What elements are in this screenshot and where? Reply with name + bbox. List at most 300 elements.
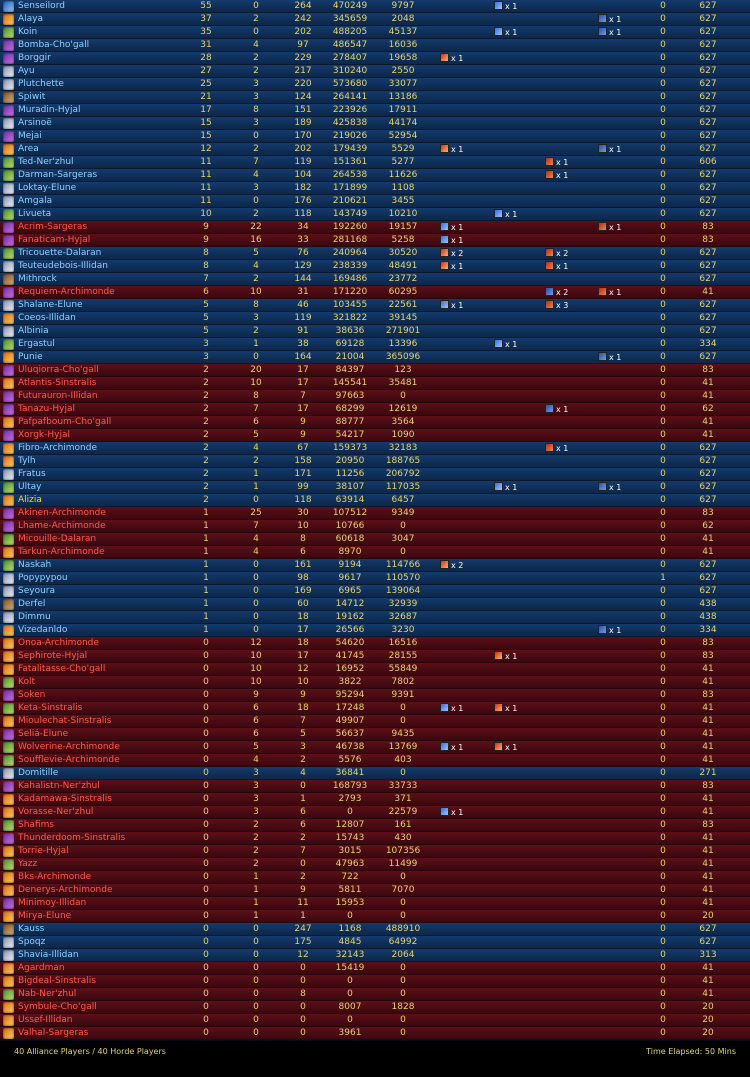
damage-done-value: 8970	[338, 547, 362, 557]
killing-blows-value: 0	[203, 924, 209, 934]
player-row[interactable]	[0, 611, 750, 624]
player-name: Bks-Archimonde	[18, 872, 92, 882]
player-row[interactable]	[0, 754, 750, 767]
warrior-class-icon	[3, 924, 14, 935]
honor-gained-value: 0	[660, 1015, 666, 1025]
damage-done-value: 3822	[338, 677, 362, 687]
deaths-value: 0	[253, 196, 259, 206]
honor-gained-value: 0	[660, 586, 666, 596]
killing-blows-value: 1	[203, 586, 209, 596]
honor-gained-value: 0	[660, 443, 666, 453]
druid-class-icon	[3, 14, 14, 25]
honorable-kills-value: 242	[294, 14, 312, 24]
player-name: Tricouette-Dalaran	[18, 248, 102, 258]
player-row[interactable]	[0, 351, 750, 364]
priest-class-icon	[3, 768, 14, 779]
player-name: Acrim-Sargeras	[18, 222, 88, 232]
druid-class-icon	[3, 794, 14, 805]
killing-blows-value: 2	[203, 495, 209, 505]
player-row[interactable]	[0, 936, 750, 949]
healing-done-value: 114766	[385, 560, 421, 570]
player-row[interactable]	[0, 689, 750, 702]
bonus-honor-value: 83	[702, 690, 714, 700]
deaths-value: 0	[253, 27, 259, 37]
bonus-honor-value: 41	[702, 287, 714, 297]
honor-gained-value: 0	[660, 794, 666, 804]
honor-gained-value: 0	[660, 677, 666, 687]
player-row[interactable]	[0, 39, 750, 52]
player-row[interactable]	[0, 949, 750, 962]
objective-stat	[494, 338, 517, 351]
player-name: Teuteudebois-Illidan	[18, 261, 108, 271]
bonus-honor-value: 627	[699, 53, 717, 63]
healing-done-value: 1090	[391, 430, 415, 440]
player-name: Atlantis-Sinstralis	[18, 378, 97, 388]
damage-done-value: 278407	[332, 53, 368, 63]
player-row[interactable]	[0, 156, 750, 169]
honor-gained-value: 0	[660, 118, 666, 128]
player-row[interactable]	[0, 1014, 750, 1027]
player-name: Mejai	[18, 131, 42, 141]
killing-blows-value: 0	[203, 820, 209, 830]
druid-class-icon	[3, 651, 14, 662]
honorable-kills-value: 38	[297, 339, 309, 349]
bonus-honor-value: 62	[702, 404, 714, 414]
player-row[interactable]	[0, 533, 750, 546]
objective-stat	[440, 221, 463, 234]
damage-done-value: 223926	[332, 105, 368, 115]
objective-stat	[494, 208, 517, 221]
player-row[interactable]	[0, 1001, 750, 1014]
horde-banner-icon	[545, 443, 554, 452]
damage-done-value: 36841	[335, 768, 365, 778]
healing-done-value: 403	[394, 755, 412, 765]
player-row[interactable]	[0, 507, 750, 520]
honorable-kills-value: 119	[294, 313, 312, 323]
honor-gained-value: 0	[660, 807, 666, 817]
deaths-value: 20	[250, 365, 262, 375]
player-row[interactable]	[0, 117, 750, 130]
honorable-kills-value: 97	[297, 40, 309, 50]
killing-blows-value: 0	[203, 1015, 209, 1025]
player-row[interactable]	[0, 429, 750, 442]
deaths-value: 1	[253, 885, 259, 895]
player-row[interactable]	[0, 273, 750, 286]
healing-done-value: 371	[394, 794, 412, 804]
player-row[interactable]	[0, 13, 750, 26]
player-row[interactable]	[0, 390, 750, 403]
player-name: Plutchette	[18, 79, 64, 89]
player-row[interactable]	[0, 988, 750, 1001]
player-name: Punie	[18, 352, 43, 362]
player-row[interactable]	[0, 780, 750, 793]
deaths-value: 0	[253, 352, 259, 362]
honorable-kills-value: 0	[300, 963, 306, 973]
player-row[interactable]	[0, 455, 750, 468]
killing-blows-value: 0	[203, 846, 209, 856]
horde-flag-icon	[494, 742, 503, 751]
bonus-honor-value: 41	[702, 742, 714, 752]
priest-class-icon	[3, 612, 14, 623]
honor-gained-value: 0	[660, 1002, 666, 1012]
honorable-kills-value: 60	[297, 599, 309, 609]
player-row[interactable]	[0, 91, 750, 104]
player-row[interactable]	[0, 923, 750, 936]
bonus-honor-value: 83	[702, 820, 714, 830]
objective-stat	[545, 169, 568, 182]
honor-gained-value: 0	[660, 469, 666, 479]
bonus-honor-value: 83	[702, 508, 714, 518]
damage-done-value: 5576	[338, 755, 362, 765]
honor-gained-value: 0	[660, 417, 666, 427]
druid-class-icon	[3, 456, 14, 467]
warlock-class-icon	[3, 391, 14, 402]
deaths-value: 0	[253, 1002, 259, 1012]
bonus-honor-value: 41	[702, 729, 714, 739]
player-row[interactable]	[0, 910, 750, 923]
damage-done-value: 2793	[338, 794, 362, 804]
player-row[interactable]	[0, 377, 750, 390]
honorable-kills-value: 217	[294, 66, 312, 76]
bonus-honor-value: 334	[699, 339, 717, 349]
warlock-class-icon	[3, 430, 14, 441]
druid-class-icon	[3, 846, 14, 857]
priest-class-icon	[3, 326, 14, 337]
player-row[interactable]	[0, 234, 750, 247]
killing-blows-value: 35	[200, 27, 212, 37]
player-row[interactable]	[0, 884, 750, 897]
honorable-kills-value: 17	[297, 378, 309, 388]
honorable-kills-value: 6	[300, 547, 306, 557]
damage-done-value: 321822	[332, 313, 368, 323]
damage-done-value: 264538	[332, 170, 368, 180]
player-row[interactable]	[0, 728, 750, 741]
objective-stat	[440, 702, 463, 715]
honorable-kills-value: 202	[294, 144, 312, 154]
objective-stat	[545, 247, 568, 260]
killing-blows-value: 17	[200, 105, 212, 115]
killing-blows-value: 3	[203, 339, 209, 349]
priest-class-icon	[3, 261, 14, 272]
player-row[interactable]	[0, 897, 750, 910]
honor-gained-value: 0	[660, 742, 666, 752]
honor-gained-value: 0	[660, 885, 666, 895]
player-row[interactable]	[0, 832, 750, 845]
player-row[interactable]	[0, 247, 750, 260]
player-row[interactable]	[0, 741, 750, 754]
honor-gained-value: 0	[660, 456, 666, 466]
bonus-honor-value: 83	[702, 235, 714, 245]
healing-done-value: 107356	[385, 846, 421, 856]
honorable-kills-value: 175	[294, 937, 312, 947]
priest-class-icon	[3, 300, 14, 311]
bonus-honor-value: 627	[699, 118, 717, 128]
player-row[interactable]	[0, 858, 750, 871]
player-row[interactable]	[0, 208, 750, 221]
bonus-honor-value: 627	[699, 183, 717, 193]
hunter-class-icon	[3, 989, 14, 1000]
killing-blows-value: 1	[203, 612, 209, 622]
damage-done-value: 12807	[335, 820, 365, 830]
deaths-value: 5	[253, 742, 259, 752]
player-row[interactable]	[0, 182, 750, 195]
player-row[interactable]	[0, 78, 750, 91]
player-row[interactable]	[0, 845, 750, 858]
player-name: Lhame-Archimonde	[18, 521, 106, 531]
player-name: Ayu	[18, 66, 35, 76]
damage-done-value: 47963	[335, 859, 365, 869]
player-name: Spiwit	[18, 92, 46, 102]
deaths-value: 1	[253, 339, 259, 349]
horde-flag-icon	[494, 703, 503, 712]
objective-stat	[598, 624, 621, 637]
honor-gained-value: 0	[660, 404, 666, 414]
damage-done-value: 8007	[338, 1002, 362, 1012]
deaths-value: 2	[253, 144, 259, 154]
honorable-kills-value: 76	[297, 248, 309, 258]
killing-blows-value: 2	[203, 365, 209, 375]
player-row[interactable]	[0, 559, 750, 572]
player-row[interactable]	[0, 819, 750, 832]
damage-done-value: 103455	[332, 300, 368, 310]
player-row[interactable]	[0, 520, 750, 533]
objective-count: x 1	[505, 704, 518, 713]
objective-stat	[494, 0, 517, 13]
player-row[interactable]	[0, 104, 750, 117]
healing-done-value: 365096	[385, 352, 421, 362]
player-row[interactable]	[0, 650, 750, 663]
player-row[interactable]	[0, 871, 750, 884]
bonus-honor-value: 627	[699, 131, 717, 141]
player-row[interactable]	[0, 260, 750, 273]
honorable-kills-value: 31	[297, 287, 309, 297]
player-row[interactable]	[0, 468, 750, 481]
player-name: Muradin-Hyjal	[18, 105, 81, 115]
warlock-class-icon	[3, 404, 14, 415]
druid-class-icon	[3, 1015, 14, 1026]
objective-count: x 1	[556, 171, 569, 180]
healing-done-value: 35481	[388, 378, 418, 388]
bonus-honor-value: 41	[702, 703, 714, 713]
killing-blows-value: 0	[203, 833, 209, 843]
honor-gained-value: 0	[660, 365, 666, 375]
killing-blows-value: 0	[203, 677, 209, 687]
objective-stat	[598, 143, 621, 156]
deaths-value: 0	[253, 950, 259, 960]
killing-blows-value: 0	[203, 1028, 209, 1038]
player-name: Kadamawa-Sinstralis	[18, 794, 112, 804]
honorable-kills-value: 12	[297, 950, 309, 960]
objective-count: x 1	[451, 223, 464, 232]
player-name: Tarkun-Archimonde	[18, 547, 105, 557]
honorable-kills-value: 0	[300, 1028, 306, 1038]
killing-blows-value: 1	[203, 625, 209, 635]
healing-done-value: 17911	[388, 105, 418, 115]
deaths-value: 5	[253, 248, 259, 258]
player-row[interactable]	[0, 806, 750, 819]
bonus-honor-value: 627	[699, 274, 717, 284]
bonus-honor-value: 41	[702, 807, 714, 817]
healing-done-value: 7070	[391, 885, 415, 895]
deaths-value: 12	[250, 638, 262, 648]
healing-done-value: 9435	[391, 729, 415, 739]
objective-count: x 1	[609, 145, 622, 154]
honorable-kills-value: 1	[300, 911, 306, 921]
horde-flag-icon	[440, 560, 449, 569]
deaths-value: 0	[253, 560, 259, 570]
player-row[interactable]	[0, 663, 750, 676]
player-row[interactable]	[0, 702, 750, 715]
honor-gained-value: 0	[660, 27, 666, 37]
priest-class-icon	[3, 469, 14, 480]
player-name: Tylh	[18, 456, 36, 466]
damage-done-value: 722	[341, 872, 359, 882]
honor-gained-value: 0	[660, 391, 666, 401]
player-row[interactable]	[0, 975, 750, 988]
damage-done-value: 49907	[335, 716, 365, 726]
killing-blows-value: 2	[203, 391, 209, 401]
player-name: Wolverine-Archimonde	[18, 742, 120, 752]
player-row[interactable]	[0, 416, 750, 429]
player-name: Valhal-Sargeras	[18, 1028, 89, 1038]
honorable-kills-value: 17	[297, 651, 309, 661]
player-row[interactable]	[0, 143, 750, 156]
player-row[interactable]	[0, 221, 750, 234]
player-row[interactable]	[0, 442, 750, 455]
honorable-kills-value: 169	[294, 586, 312, 596]
player-row[interactable]	[0, 312, 750, 325]
honor-gained-value: 0	[660, 547, 666, 557]
honor-gained-value: 0	[660, 625, 666, 635]
honor-gained-value: 0	[660, 833, 666, 843]
player-row[interactable]	[0, 637, 750, 650]
player-row[interactable]	[0, 169, 750, 182]
objective-count: x 3	[556, 301, 569, 310]
honorable-kills-value: 30	[297, 508, 309, 518]
player-row[interactable]	[0, 364, 750, 377]
player-row[interactable]	[0, 299, 750, 312]
honorable-kills-value: 0	[300, 1002, 306, 1012]
healing-done-value: 22579	[388, 807, 418, 817]
player-row[interactable]	[0, 624, 750, 637]
priest-class-icon	[3, 937, 14, 948]
bonus-honor-value: 627	[699, 27, 717, 37]
healing-done-value: 5277	[391, 157, 415, 167]
honor-gained-value: 0	[660, 157, 666, 167]
damage-done-value: 16952	[335, 664, 365, 674]
honor-gained-value: 0	[660, 638, 666, 648]
horde-flag-icon	[440, 261, 449, 270]
player-name: Coeos-Illidan	[18, 313, 76, 323]
honor-gained-value: 0	[660, 248, 666, 258]
honorable-kills-value: 10	[297, 521, 309, 531]
objective-stat	[598, 221, 621, 234]
bonus-honor-value: 313	[699, 950, 717, 960]
bonus-honor-value: 41	[702, 534, 714, 544]
deaths-value: 0	[253, 586, 259, 596]
player-row[interactable]	[0, 572, 750, 585]
honor-gained-value: 0	[660, 66, 666, 76]
player-row[interactable]	[0, 1027, 750, 1040]
alliance-flag-icon	[494, 1, 503, 10]
honor-gained-value: 0	[660, 651, 666, 661]
player-row[interactable]	[0, 52, 750, 65]
priest-class-icon	[3, 79, 14, 90]
honorable-kills-value: 34	[297, 222, 309, 232]
honorable-kills-value: 2	[300, 872, 306, 882]
player-name: Onoa-Archimonde	[18, 638, 99, 648]
healing-done-value: 11626	[388, 170, 418, 180]
killing-blows-value: 37	[200, 14, 212, 24]
player-row[interactable]	[0, 130, 750, 143]
player-row[interactable]	[0, 481, 750, 494]
hunter-class-icon	[3, 820, 14, 831]
horde-banner-icon	[545, 170, 554, 179]
bonus-honor-value: 62	[702, 521, 714, 531]
warrior-class-icon	[3, 274, 14, 285]
bonus-honor-value: 627	[699, 573, 717, 583]
damage-done-value: 11256	[335, 469, 365, 479]
player-name: Shafims	[18, 820, 55, 830]
bonus-honor-value: 41	[702, 833, 714, 843]
player-row[interactable]	[0, 793, 750, 806]
player-row[interactable]	[0, 676, 750, 689]
killing-blows-value: 0	[203, 755, 209, 765]
honorable-kills-value: 176	[294, 196, 312, 206]
player-row[interactable]	[0, 585, 750, 598]
killing-blows-value: 11	[200, 183, 212, 193]
healing-done-value: 0	[400, 989, 406, 999]
druid-class-icon	[3, 1028, 14, 1039]
objective-count: x 1	[609, 483, 622, 492]
damage-done-value: 15743	[335, 833, 365, 843]
player-row[interactable]	[0, 338, 750, 351]
player-row[interactable]	[0, 494, 750, 507]
player-row[interactable]	[0, 403, 750, 416]
player-row[interactable]	[0, 195, 750, 208]
player-row[interactable]	[0, 325, 750, 338]
killing-blows-value: 9	[203, 235, 209, 245]
player-row[interactable]	[0, 26, 750, 39]
player-name: Area	[18, 144, 39, 154]
killing-blows-value: 2	[203, 430, 209, 440]
healing-done-value: 2550	[391, 66, 415, 76]
damage-done-value: 60618	[335, 534, 365, 544]
honorable-kills-value: 17	[297, 365, 309, 375]
player-row[interactable]	[0, 286, 750, 299]
deaths-value: 3	[253, 768, 259, 778]
player-row[interactable]	[0, 962, 750, 975]
player-name: Vizedanldo	[18, 625, 68, 635]
player-row[interactable]	[0, 715, 750, 728]
hunter-class-icon	[3, 534, 14, 545]
honor-gained-value: 0	[660, 53, 666, 63]
damage-done-value: 56637	[335, 729, 365, 739]
player-row[interactable]	[0, 546, 750, 559]
objective-stat	[440, 741, 463, 754]
player-row[interactable]	[0, 65, 750, 78]
alliance-banner-icon	[598, 14, 607, 23]
warlock-class-icon	[3, 131, 14, 142]
player-row[interactable]	[0, 767, 750, 780]
druid-class-icon	[3, 638, 14, 649]
honorable-kills-value: 1	[300, 794, 306, 804]
warlock-class-icon	[3, 690, 14, 701]
player-row[interactable]	[0, 0, 750, 13]
deaths-value: 2	[253, 820, 259, 830]
player-row[interactable]	[0, 598, 750, 611]
player-name: Uluqiorra-Cho'gall	[18, 365, 99, 375]
